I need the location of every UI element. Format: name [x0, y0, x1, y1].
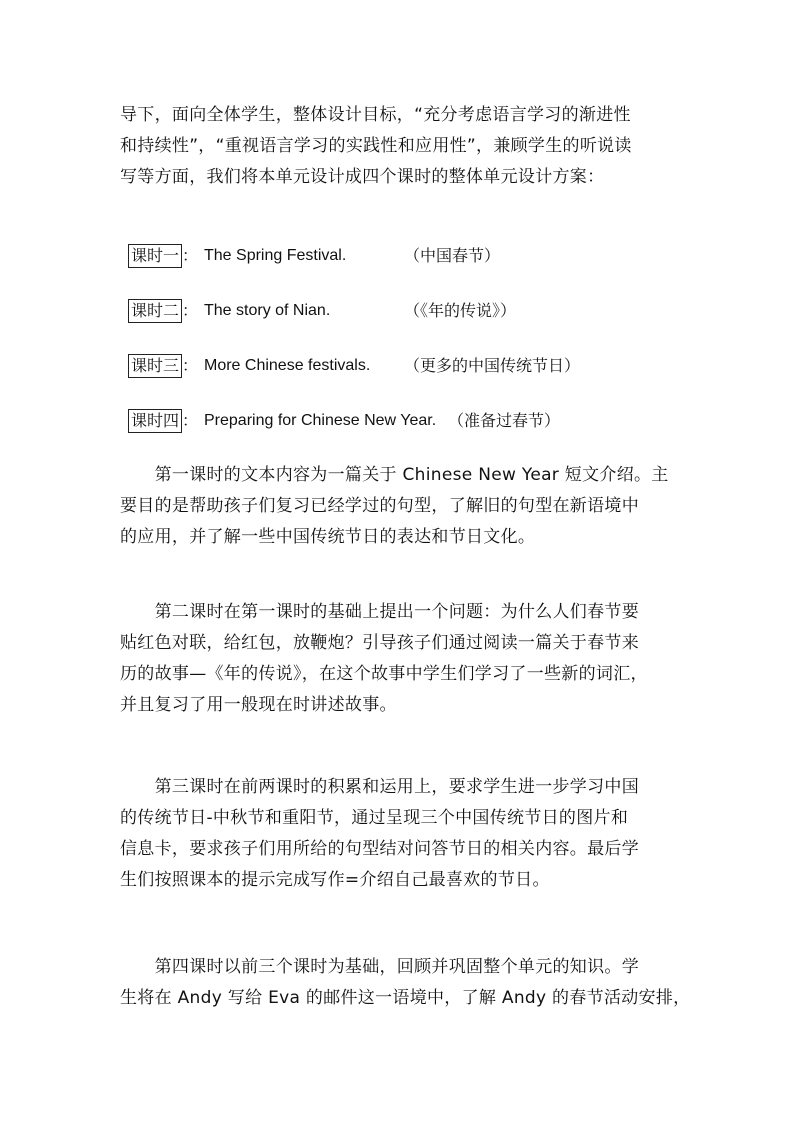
- lesson-separator: ：: [182, 301, 199, 320]
- text-line: 生将在 Andy 写给 Eva 的邮件这一语境中，了解 Andy 的春节活动安排，: [120, 988, 691, 1008]
- text-line: 第二课时在第一课时的基础上提出一个问题：为什么人们春节要: [120, 602, 639, 622]
- text-line: 信息卡，要求孩子们用所给的句型结对问答节日的相关内容。最后学: [120, 839, 639, 859]
- lesson-separator: ：: [182, 356, 199, 375]
- lesson-label-box: 课时四: [128, 409, 182, 433]
- lesson-title: The story of Nian.: [204, 302, 331, 319]
- text-line: 贴红色对联，给红包，放鞭炮？引导孩子们通过阅读一篇关于春节来: [120, 633, 639, 653]
- text-line: 和持续性”，“重视语言学习的实践性和应用性”，兼顾学生的听说读: [120, 136, 632, 156]
- lesson-separator: ：: [182, 411, 199, 430]
- lesson-chinese-title: （准备过春节）: [448, 411, 561, 430]
- text-line: 第一课时的文本内容为一篇关于 Chinese New Year 短文介绍。主: [120, 465, 669, 485]
- lesson-separator: ：: [182, 246, 199, 265]
- text-line: 并且复习了用一般现在时讲述故事。: [120, 695, 397, 715]
- lesson-label-box: 课时二: [128, 299, 182, 323]
- text-line: 历的故事—《年的传说》，在这个故事中学生们学习了一些新的词汇，: [120, 664, 648, 684]
- text-line: 的传统节日-中秋节和重阳节，通过呈现三个中国传统节日的图片和: [120, 808, 629, 828]
- paragraph-lesson-2: [120, 597, 680, 721]
- lesson-label-box: 课时三: [128, 354, 182, 378]
- paragraph-lesson-4: [120, 952, 691, 1014]
- text-line: 生们按照课本的提示完成写作=介绍自己最喜欢的节日。: [120, 870, 550, 890]
- lesson-item-4: [128, 408, 561, 434]
- lesson-item-2: [128, 298, 517, 324]
- lesson-label-box: 课时一: [128, 244, 182, 268]
- intro-paragraph: [120, 100, 680, 193]
- lesson-item-3: [128, 353, 581, 379]
- lesson-item-1: [128, 243, 501, 269]
- text-line: 写等方面，我们将本单元设计成四个课时的整体单元设计方案：: [120, 167, 605, 187]
- text-line: 要目的是帮助孩子们复习已经学过的句型，了解旧的句型在新语境中: [120, 496, 639, 516]
- lesson-chinese-title: （更多的中国传统节日）: [404, 356, 581, 375]
- text-line: 第三课时在前两课时的积累和运用上，要求学生进一步学习中国: [120, 777, 639, 797]
- lesson-title: More Chinese festivals.: [204, 357, 371, 374]
- text-line: 的应用，并了解一些中国传统节日的表达和节日文化。: [120, 527, 536, 547]
- lesson-chinese-title: （中国春节）: [404, 246, 501, 265]
- lesson-chinese-title: （《年的传说》）: [404, 301, 517, 320]
- paragraph-lesson-1: [120, 460, 680, 553]
- lesson-title: The Spring Festival.: [204, 247, 347, 264]
- text-line: 第四课时以前三个课时为基础，回顾并巩固整个单元的知识。学: [120, 957, 639, 977]
- lesson-title: Preparing for Chinese New Year.: [204, 412, 437, 429]
- paragraph-lesson-3: [120, 772, 680, 896]
- text-line: 导下，面向全体学生，整体设计目标，“充分考虑语言学习的渐进性: [120, 105, 631, 125]
